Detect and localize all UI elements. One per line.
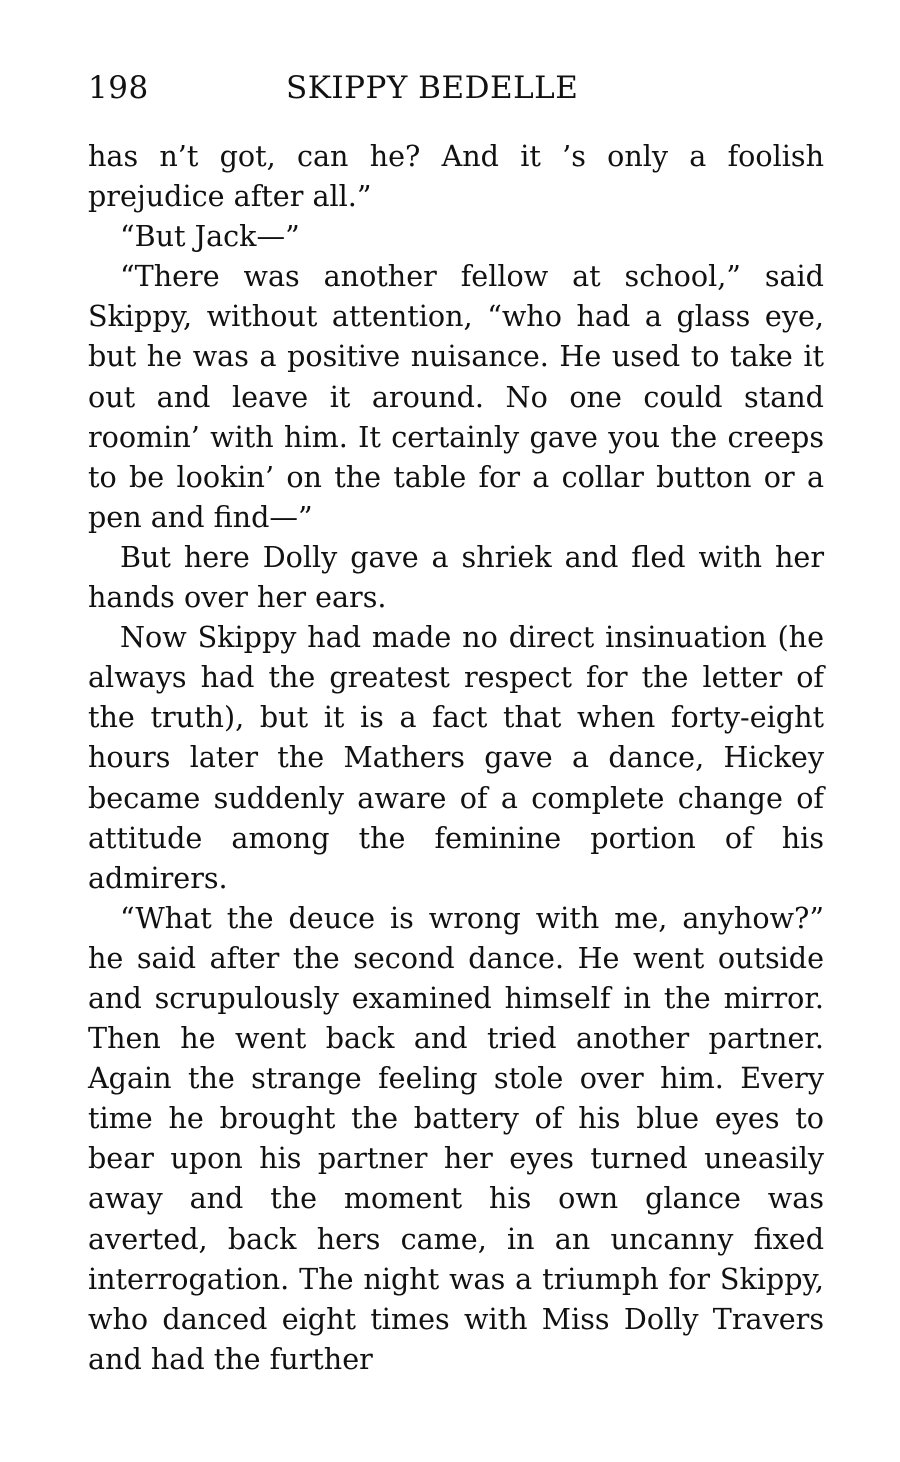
- book-title: SKIPPY BEDELLE: [286, 70, 579, 106]
- paragraph: “But Jack—”: [120, 219, 300, 254]
- book-page: [88, 68, 824, 1379]
- paragraph: “There was another fellow at school,” said Skippy, without attention, “who had a glass eye, but he was a positive nuisance. He used to take it out and leave it around. No one could stand roomin’ with him. It certainly gave you the creeps to be lookin’ on the table for a collar button or a pen and find—”: [88, 259, 824, 534]
- paragraph: Now Skippy had made no direct insinuation (he always had the greatest respect for the letter of the truth), but it is a fact that when forty-eight hours later the Mathers gave a dance, Hickey became suddenly aware of a complete change of attitude among the feminine portion of his admirers.: [88, 620, 824, 895]
- page-number: 198: [88, 70, 149, 106]
- paragraph-continuation: has n’t got, can he? And it ’s only a foolish prejudice after all.”: [88, 139, 824, 214]
- running-head: [88, 68, 824, 108]
- body-text: [88, 136, 824, 1379]
- paragraph: “What the deuce is wrong with me, anyhow?” he said after the second dance. He went outside and scrupulously examined himself in the mirror. Then he went back and tried another partner. Again the strange feeling stole over him. Every time he brought the battery of his blue eyes to bear upon his partner her eyes turned uneasily away and the moment his own glance was averted, back hers came, in an uncanny fixed interrogation. The night was a triumph for Skippy, who danced eight times with Miss Dolly Travers and had the further: [88, 900, 824, 1376]
- paragraph: But here Dolly gave a shriek and fled with her hands over her ears.: [88, 539, 824, 615]
